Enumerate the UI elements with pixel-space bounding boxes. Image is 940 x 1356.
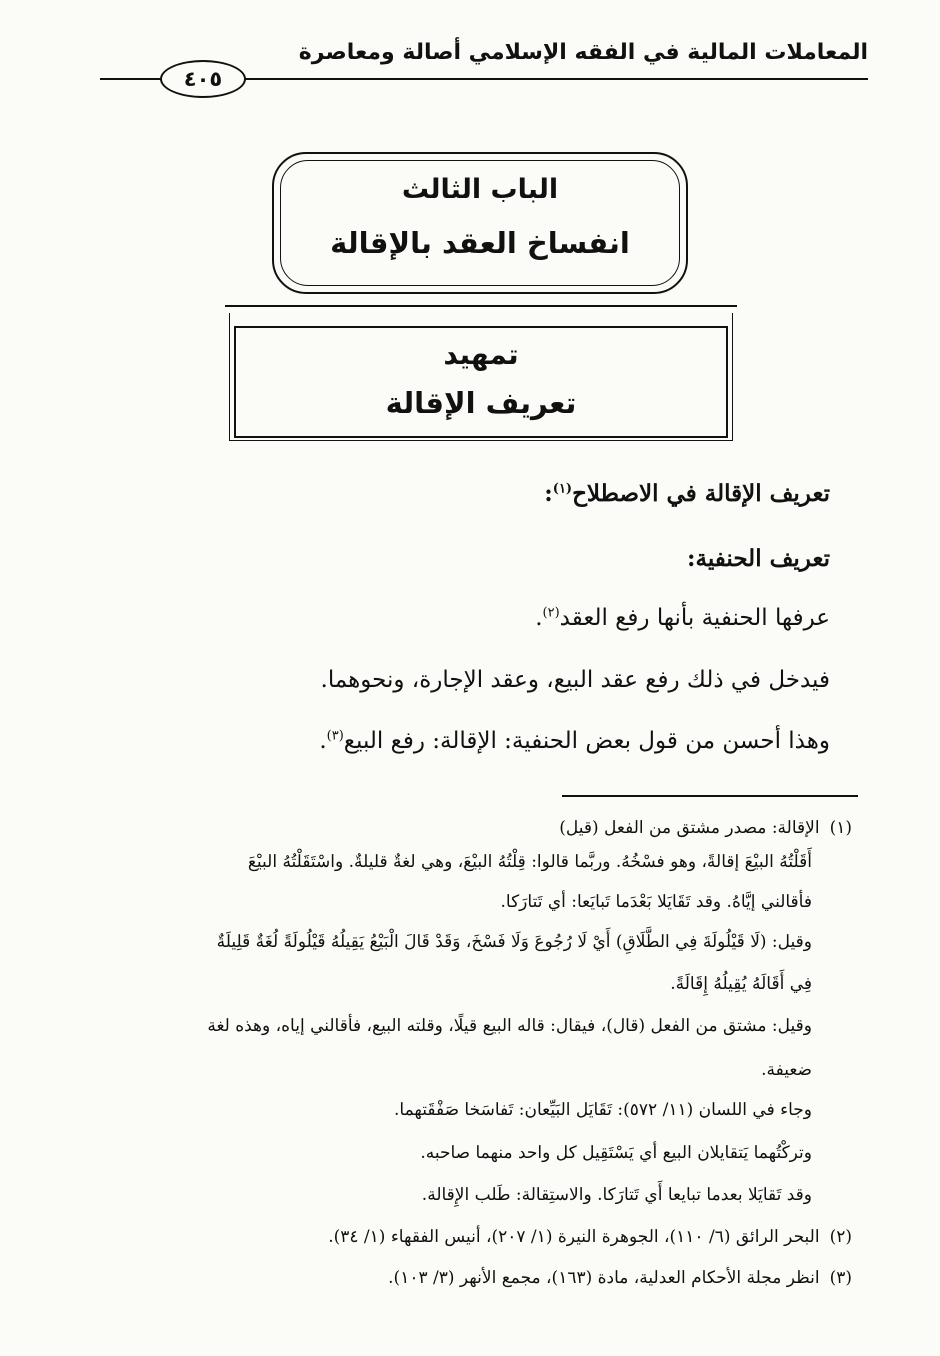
preface-top-rule <box>225 305 737 307</box>
footnote-1-line-1: الإقالة: مصدر مشتق من الفعل (قيل) <box>559 818 820 838</box>
preface-label: تمهيد <box>443 338 519 371</box>
hanafi-definition <box>130 605 830 631</box>
hanafi-definition-period: . <box>535 605 543 631</box>
chapter-number: الباب الثالث <box>401 174 559 205</box>
footnote-1 <box>92 818 852 838</box>
chapter-title: انفساخ العقد بالإقالة <box>330 226 630 260</box>
footnote-1-line-10: وقد تَقايَلا بعدما تبايعا أَي تَتارَكا. والاستِقالة: طَلب الإِقالة. <box>421 1185 812 1205</box>
definition-heading-text: تعريف الإقالة في الاصطلاح <box>572 480 830 507</box>
footnote-2-number: (٢) <box>829 1227 852 1247</box>
footnote-3-text: انظر مجلة الأحكام العدلية، مادة (١٦٣)، مجمع الأنهر (٣/ ١٠٣). <box>388 1268 820 1288</box>
chapter-title-box <box>272 152 688 294</box>
footnote-2-text: البحر الرائق (٦/ ١١٠)، الجوهرة النيرة (١/ ٢٠٧)، أنيس الفقهاء (١/ ٣٤). <box>328 1227 820 1247</box>
footnote-3-number: (٣) <box>829 1268 852 1288</box>
footnote-1-line-3: فأقالني إيَّاهُ. وقد تَقَايَلا بَعْدَما تَبايَعا: أي تَتارَكا. <box>500 892 812 912</box>
footnote-1-number: (١) <box>829 818 852 838</box>
footnote-2 <box>92 1227 852 1247</box>
preface-title-box <box>234 326 728 438</box>
footnote-3 <box>92 1268 852 1288</box>
definition-heading <box>130 480 830 507</box>
page-number: ٤٠٥ <box>160 60 246 98</box>
preface-title: تعريف الإقالة <box>385 386 577 420</box>
footnote-1-line-6: وقيل: مشتق من الفعل (قال)، فيقال: قاله البيع قيلًا، وقلته البيع، فأقالني إياه، وهذه لغة <box>207 1016 812 1036</box>
footnote-1-line-7: ضعيفة. <box>761 1060 812 1080</box>
running-header-title: المعاملات المالية في الفقه الإسلامي أصالة ومعاصرة <box>298 40 868 65</box>
footnote-separator <box>562 795 858 797</box>
preferred-definition <box>130 728 830 754</box>
preferred-definition-text: وهذا أحسن من قول بعض الحنفية: الإقالة: رفع البيع <box>343 728 830 754</box>
footnote-ref-1: (١) <box>552 481 573 497</box>
footnote-1-line-9: وتركْتُهما يَتقايلان البيع أي يَسْتَقِيل كل واحد منهما صاحبه. <box>420 1143 812 1163</box>
hanafi-definition-text: عرفها الحنفية بأنها رفع العقد <box>559 605 830 631</box>
footnote-1-line-4: وقيل: (لَا قَيْلُولَةَ فِي الطَّلَاقِ) أَيْ لَا رُجُوعَ وَلَا فَسْخَ، وَقَدْ قَالَ الْبَيْعُ يَقِيلُهُ قَيْلُولَةً لُغَةٌ قَلِيلَةٌ <box>216 932 812 952</box>
hanafi-heading: تعريف الحنفية: <box>687 545 830 572</box>
footnote-ref-3: (٣) <box>326 728 344 744</box>
preferred-definition-period: . <box>319 728 327 754</box>
scope-paragraph: فيدخل في ذلك رفع عقد البيع، وعقد الإجارة، ونحوهما. <box>320 667 830 693</box>
footnote-1-line-8: وجاء في اللسان (١١/ ٥٧٢): تَقَايَل البَيِّعان: تَفاسَخا صَفْقَتهما. <box>394 1100 812 1120</box>
footnote-1-line-5: فِي أَقَالَهُ يُقِيلُهُ إِقَالَةً. <box>670 974 812 994</box>
footnote-ref-2: (٢) <box>542 605 560 621</box>
definition-heading-colon: : <box>544 480 553 507</box>
footnote-1-line-2: أَقَلْتُهُ البيْعَ إقالةً، وهو فسْخُهُ. وربَّما قالوا: قِلْتُهُ البيْعَ، وهي لغةٌ قليلةٌ. واسْتَقَلْتُهُ البيْعَ <box>247 852 812 872</box>
